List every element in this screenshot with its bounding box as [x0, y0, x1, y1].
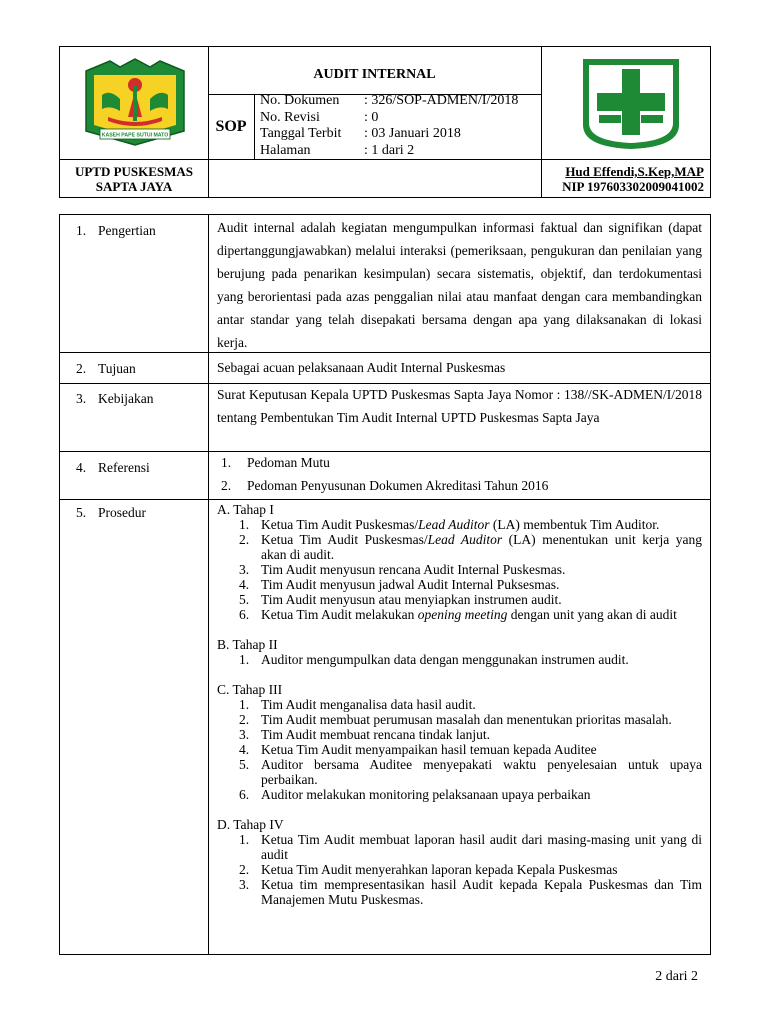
- sop-title: AUDIT INTERNAL: [313, 67, 436, 82]
- doc-info-value: : 03 Januari 2018: [364, 126, 461, 141]
- list-item: 1. Pedoman Mutu: [221, 455, 330, 470]
- section-text-tujuan: Sebagai acuan pelaksanaan Audit Internal Puskesmas: [217, 360, 506, 375]
- doc-info-row: [260, 110, 518, 127]
- doc-info-row: [260, 126, 518, 143]
- org-line: UPTD PUSKESMAS: [74, 164, 194, 179]
- doc-info-row: [260, 143, 518, 160]
- signatory: [542, 160, 712, 198]
- section-label: Referensi: [98, 460, 150, 475]
- list-item: 4. Tim Audit menyusun jadwal Audit Internal Puksesmas.: [239, 577, 560, 592]
- section-text-kebijakan: [217, 383, 702, 429]
- doc-info-key: No. Dokumen: [260, 93, 340, 108]
- doc-info-key: Tanggal Terbit: [260, 126, 342, 141]
- stage-step-list: [217, 697, 702, 802]
- doc-info-value: : 326/SOP-ADMEN/I/2018: [364, 93, 519, 108]
- section-number: 5.: [76, 505, 87, 520]
- section-label-pengertian: [76, 223, 156, 239]
- section-label-prosedur: [76, 505, 146, 521]
- stage-step-list: [217, 652, 702, 667]
- list-item: 1. Auditor mengumpulkan data dengan menggunakan instrumen audit.: [239, 652, 629, 667]
- stage-step-list: [217, 832, 702, 907]
- list-item: 3. Ketua tim mempresentasikan hasil Audit kepada Kepala Puskesmas dan Tim Manajemen Mutu Puskesmas.: [239, 877, 702, 907]
- list-item: 1. Ketua Tim Audit membuat laporan hasil audit dari masing-masing unit yang di audit: [239, 832, 702, 862]
- reference-list: [217, 451, 702, 497]
- section-label-referensi: [76, 460, 150, 476]
- stage-title: A. Tahap I: [217, 502, 274, 517]
- stage-title: C. Tahap III: [217, 682, 283, 697]
- list-item: 5. Tim Audit menyusun atau menyiapkan instrumen audit.: [239, 592, 562, 607]
- list-item: 6. Auditor melakukan monitoring pelaksanaan upaya perbaikan: [239, 787, 591, 802]
- signer-name: Hud Effendi,S.Kep,MAP: [565, 164, 704, 179]
- doc-info-key: Halaman: [260, 142, 311, 158]
- section-number: 1.: [76, 223, 87, 238]
- stage-title: B. Tahap II: [217, 637, 278, 652]
- section-label-tujuan: [76, 361, 136, 377]
- section-number: 2.: [76, 361, 87, 376]
- list-item: 5. Auditor bersama Auditee menyepakati waktu penyelesaian untuk upaya perbaikan.: [239, 757, 702, 787]
- doc-info-row: [260, 93, 518, 110]
- regency-emblem-icon: [80, 55, 190, 151]
- organization-name: [60, 160, 208, 198]
- list-item: 4. Ketua Tim Audit menyampaikan hasil temuan kepada Auditee: [239, 742, 597, 757]
- list-item: 2. Ketua Tim Audit Puskesmas/Lead Auditor (LA) menentukan unit kerja yang akan di audit.: [239, 532, 702, 562]
- list-item: 1. Tim Audit menganalisa data hasil audit.: [239, 697, 476, 712]
- sop-content-table: [59, 214, 711, 955]
- doc-info-value: : 0: [364, 109, 379, 125]
- procedure-steps: [217, 502, 702, 907]
- sop-label: SOP: [215, 118, 247, 135]
- health-cross-icon: [575, 55, 687, 151]
- list-item: 3. Tim Audit menyusun rencana Audit Internal Puskesmas.: [239, 562, 566, 577]
- stage-step-list: [217, 517, 702, 622]
- list-item: 6. Ketua Tim Audit melakukan opening meeting dengan unit yang akan di audit: [239, 607, 677, 622]
- document-header: [59, 46, 711, 198]
- document-info: [260, 93, 518, 159]
- section-label: Tujuan: [98, 361, 136, 376]
- list-item: 3. Tim Audit membuat rencana tindak lanjut.: [239, 727, 490, 742]
- org-line: SAPTA JAYA: [95, 179, 173, 194]
- list-item: 2. Ketua Tim Audit menyerahkan laporan kepada Kepala Puskesmas: [239, 862, 618, 877]
- section-number: 4.: [76, 460, 87, 475]
- paragraph: Audit internal adalah kegiatan mengumpulkan informasi faktual dan signifikan (dapat dipertanggungjawabkan) melalui interaksi (pemeriksaan, pengukuran dan penilaian yang berujung pada penarikan kesimpulan) secara sistematis, objektif, dan terdokumentasi yang berorientasi pada azas penggalian nilai atau manfaat dengan cara membandingkan antar standar yang telah disepakati bersama dengan apa yang dilaksanakan di lokasi kerja.: [217, 220, 702, 350]
- section-number: 3.: [76, 391, 87, 406]
- list-item: 2. Tim Audit membuat perumusan masalah dan menentukan prioritas masalah.: [239, 712, 672, 727]
- section-text-pengertian: [217, 216, 702, 354]
- puskesmas-logo: [575, 55, 687, 151]
- paragraph: Surat Keputusan Kepala UPTD Puskesmas Sapta Jaya Nomor : 138//SK-ADMEN/I/2018 tentang Pembentukan Tim Audit Internal UPTD Puskesmas Sapta Jaya: [217, 387, 702, 425]
- doc-info-value: : 1 dari 2: [364, 142, 415, 158]
- stage-title: D. Tahap IV: [217, 817, 284, 832]
- divider: [60, 499, 710, 500]
- section-label: Pengertian: [98, 223, 156, 238]
- section-label-kebijakan: [76, 391, 153, 407]
- logo-caption: KASEH PAPE SUTUI MATO: [101, 132, 169, 139]
- divider: [208, 215, 209, 954]
- divider: [254, 95, 255, 159]
- signer-nip: NIP 197603302009041002: [562, 179, 704, 194]
- page-number: 2 dari 2: [655, 969, 698, 984]
- doc-info-key: No. Revisi: [260, 109, 320, 125]
- regency-logo: [80, 55, 190, 151]
- list-item: 2. Pedoman Penyusunan Dokumen Akreditasi Tahun 2016: [221, 478, 549, 493]
- section-label: Kebijakan: [98, 391, 154, 406]
- list-item: 1. Ketua Tim Audit Puskesmas/Lead Auditor (LA) membentuk Tim Auditor.: [239, 517, 660, 532]
- section-label: Prosedur: [98, 505, 146, 520]
